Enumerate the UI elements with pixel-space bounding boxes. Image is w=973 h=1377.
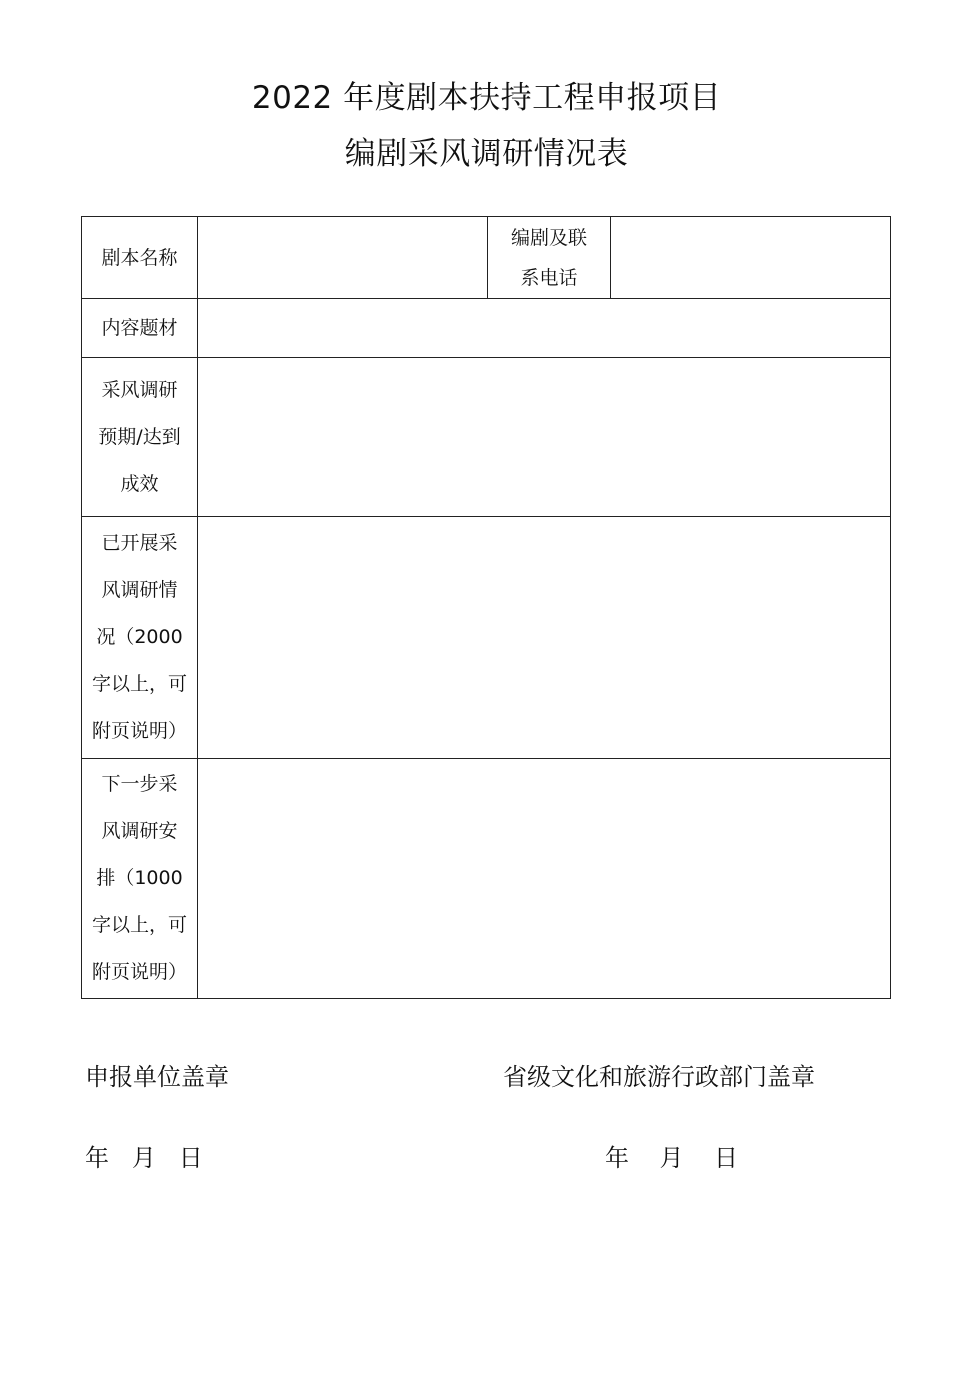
applicant-seal-label: 申报单位盖章: [85, 1063, 229, 1091]
applicant-date-label: 年 月 日: [85, 1144, 203, 1172]
table-row-content-theme: [82, 299, 891, 358]
expected-results-field[interactable]: [198, 358, 891, 517]
completed-research-label: [82, 517, 198, 759]
content-theme-field[interactable]: [198, 299, 891, 358]
content-theme-label: 内容题材: [82, 299, 198, 358]
completed-research-label-line-2: 风调研情: [101, 579, 178, 601]
next-steps-label-line-4: 字以上，可: [91, 914, 187, 936]
writer-contact-field[interactable]: [611, 217, 891, 299]
expected-results-label-line-3: 成效: [120, 472, 159, 495]
expected-results-label-line-1: 采风调研: [101, 378, 178, 401]
table-row-next-steps: [82, 759, 891, 999]
next-steps-label-line-5: 附页说明）: [91, 961, 187, 983]
table-row-expected-results: [82, 358, 891, 517]
document-title-line-2: 编剧采风调研情况表: [344, 136, 629, 172]
research-form-table: [81, 216, 891, 999]
next-steps-label-line-2: 风调研安: [101, 820, 178, 842]
next-steps-label-line-3: 排（1000: [96, 867, 183, 889]
provincial-date-label: 年 月 日: [605, 1144, 739, 1172]
writer-contact-label: [488, 217, 611, 299]
next-steps-label: [82, 759, 198, 999]
completed-research-label-line-4: 字以上，可: [91, 673, 187, 695]
provincial-seal-label: 省级文化和旅游行政部门盖章: [503, 1063, 815, 1091]
document-title-line-1: 2022 年度剧本扶持工程申报项目: [251, 80, 722, 116]
completed-research-label-line-1: 已开展采: [101, 532, 178, 554]
next-steps-label-line-1: 下一步采: [101, 773, 178, 795]
completed-research-label-line-3: 况（2000: [96, 626, 183, 648]
script-name-field[interactable]: [198, 217, 488, 299]
completed-research-label-line-5: 附页说明）: [91, 720, 187, 742]
writer-contact-label-line-2: 系电话: [520, 266, 578, 289]
expected-results-label: [82, 358, 198, 517]
script-name-label: 剧本名称: [82, 217, 198, 299]
next-steps-field[interactable]: [198, 759, 891, 999]
expected-results-label-line-2: 预期/达到: [98, 425, 181, 448]
table-row-completed-research: [82, 517, 891, 759]
table-row-script-name: [82, 217, 891, 299]
writer-contact-label-line-1: 编剧及联: [510, 226, 587, 249]
completed-research-field[interactable]: [198, 517, 891, 759]
